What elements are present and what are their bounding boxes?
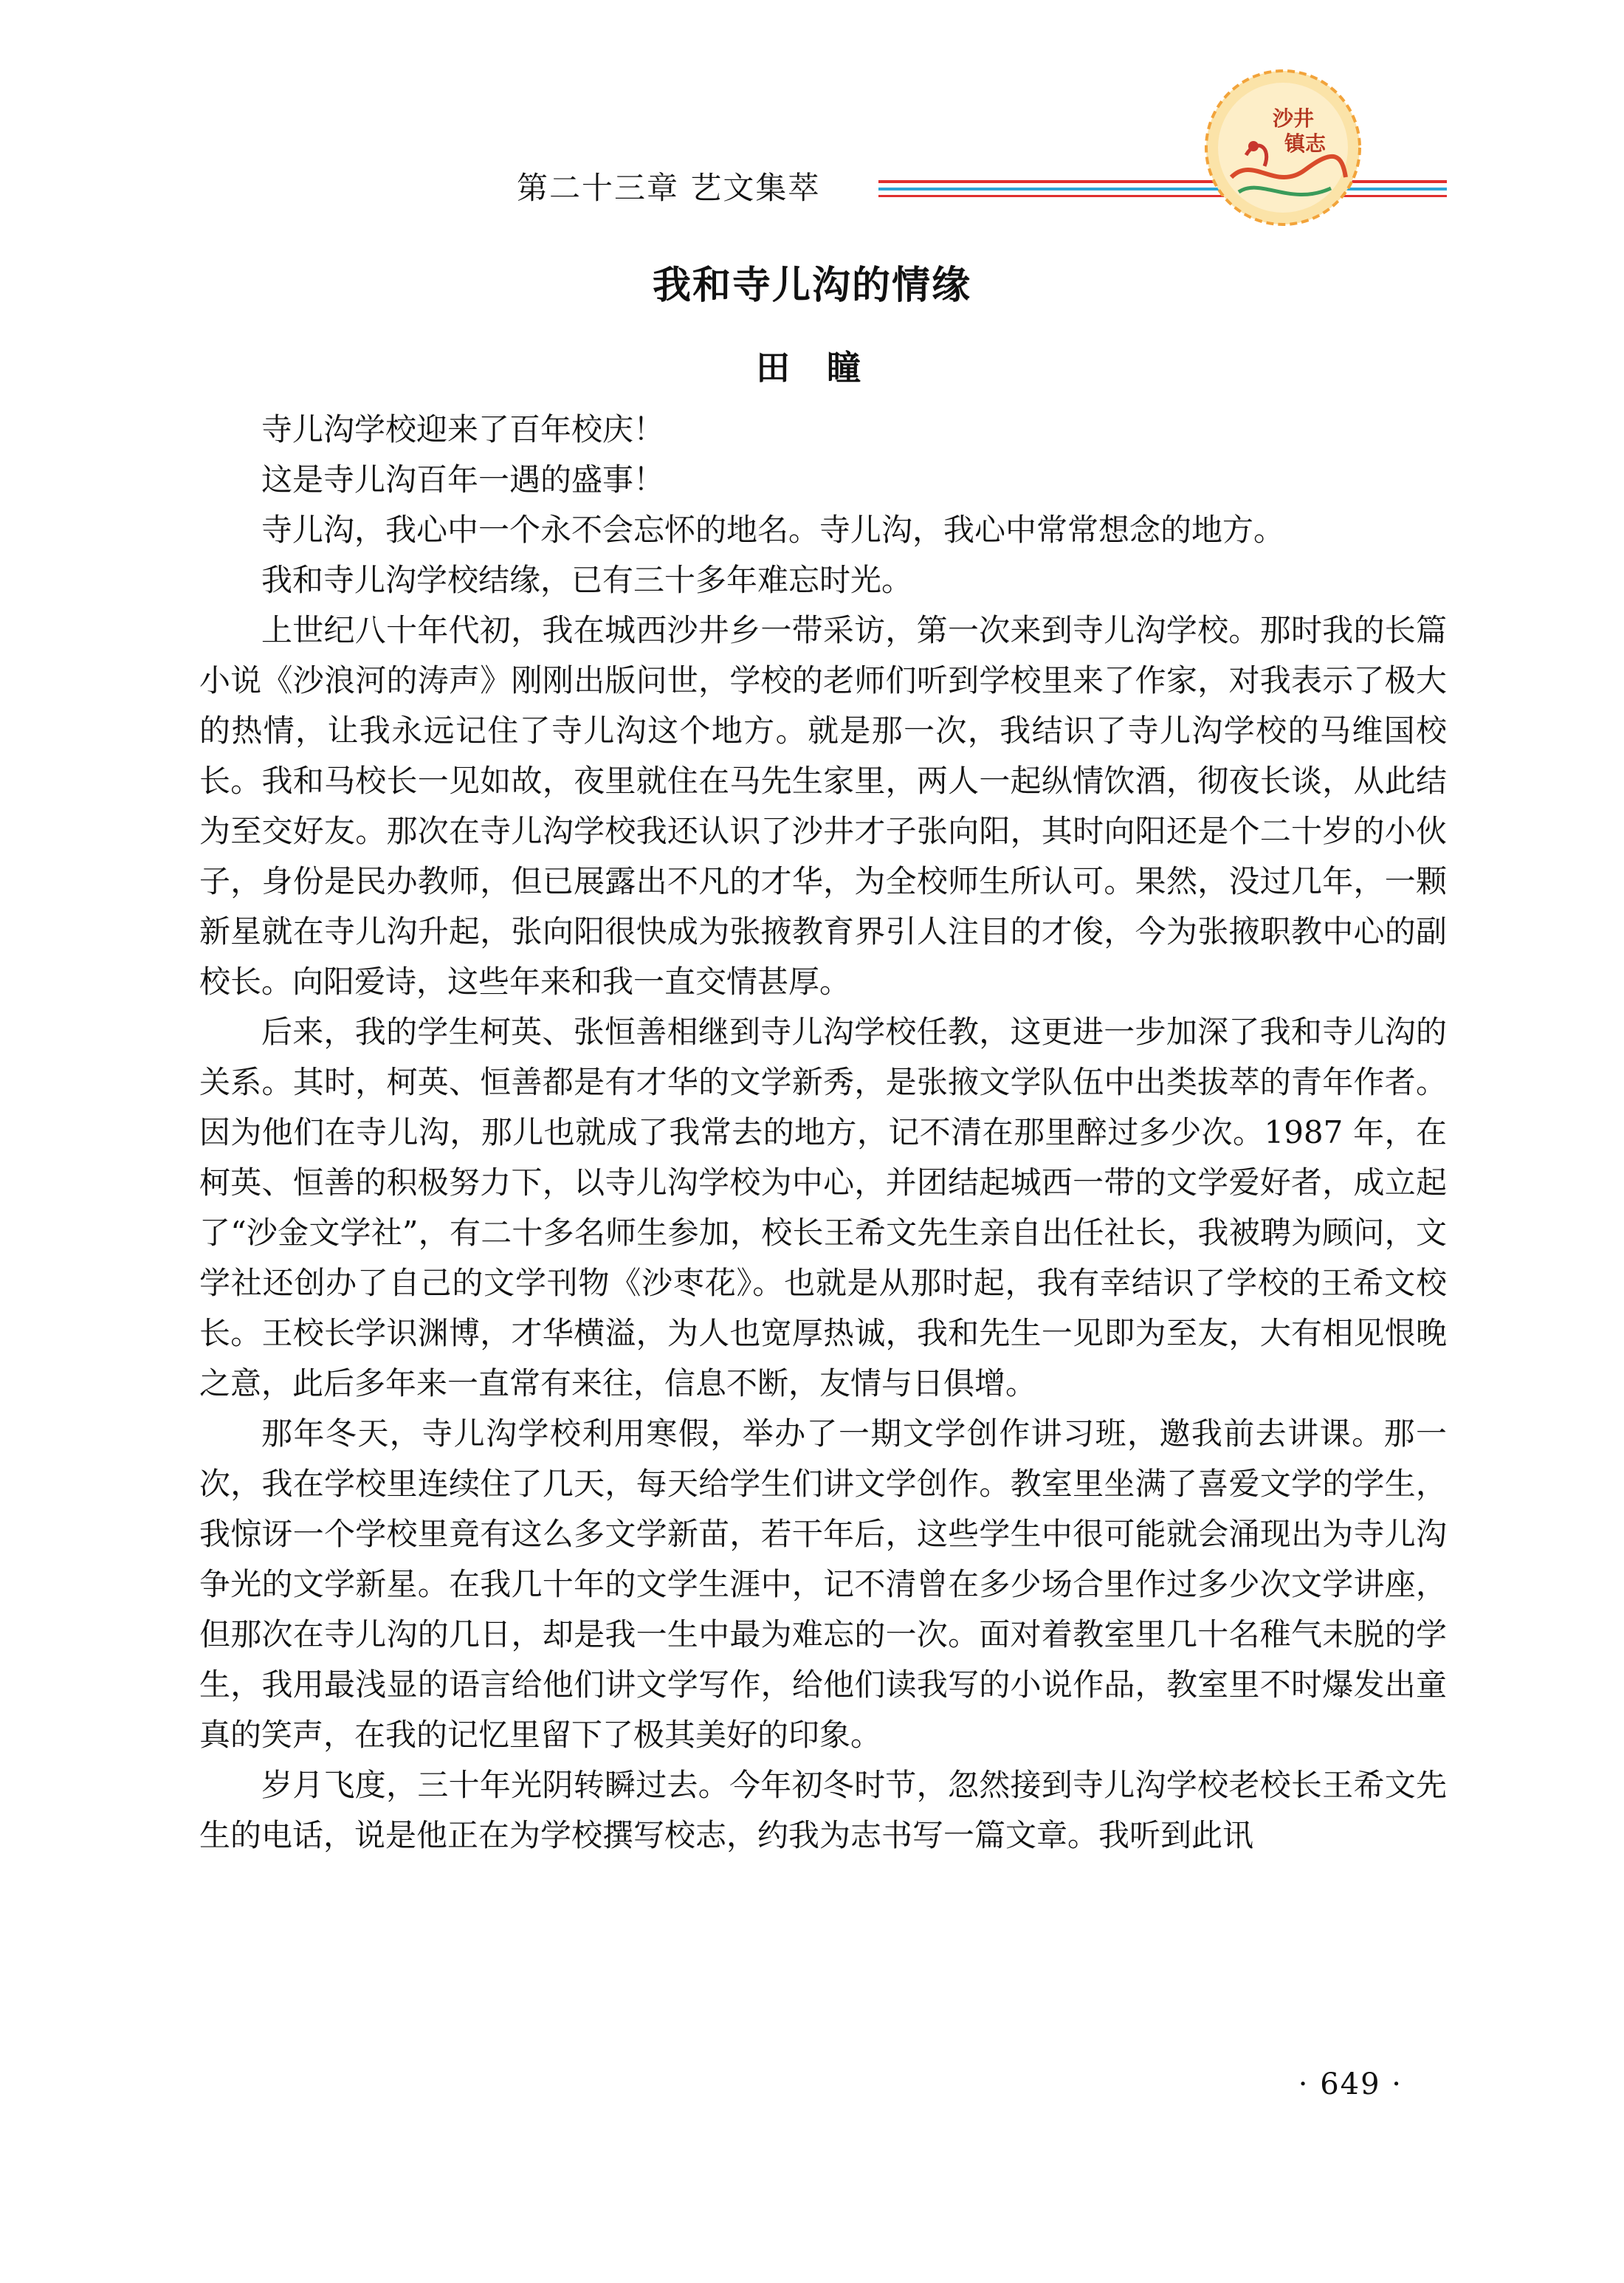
article-author: 田瞳 (756, 348, 898, 388)
svg-text:镇志: 镇志 (1284, 131, 1327, 156)
chapter-title: 第二十三章 艺文集萃 (517, 170, 821, 206)
article-body (199, 405, 1447, 1861)
svg-text:沙井: 沙井 (1272, 106, 1315, 131)
paragraph: 那年冬天，寺儿沟学校利用寒假，举办了一期文学创作讲习班，邀我前去讲课。那一次，我在学校里连续住了几天，每天给学生们讲文学创作。教室里坐满了喜爱文学的学生，我惊讶一个学校里竟有这么多文学新苗，若干年后，这些学生中很可能就会涌现出为寺儿沟争光的文学新星。在我几十年的文学生涯中，记不清曾在多少场合里作过多少次文学讲座，但那次在寺儿沟的几日，却是我一生中最为难忘的一次。面对着教室里几十名稚气未脱的学生，我用最浅显的语言给他们讲文学写作，给他们读我写的小说作品，教室里不时爆发出童真的笑声，在我的记忆里留下了极其美好的印象。 (199, 1415, 1447, 1753)
paragraph: 寺儿沟，我心中一个永不会忘怀的地名。寺儿沟，我心中常常想念的地方。 (261, 512, 1285, 548)
paragraph: 后来，我的学生柯英、张恒善相继到寺儿沟学校任教，这更进一步加深了我和寺儿沟的关系。其时，柯英、恒善都是有才华的文学新秀，是张掖文学队伍中出类拔萃的青年作者。因为他们在寺儿沟，那儿也就成了我常去的地方，记不清在那里醉过多少次。1987 年，在柯英、恒善的积极努力下，以寺儿沟学校为中心，并团结起城西一带的文学爱好者，成立起了“沙金文学社”，有二十多名师生参加，校长王希文先生亲自出任社长，我被聘为顾问，文学社还创办了自己的文学刊物《沙枣花》。也就是从那时起，我有幸结识了学校的王希文校长。王校长学识渊博，才华横溢，为人也宽厚热诚，我和先生一见即为至友，大有相见恨晚之意，此后多年来一直常有来往，信息不断，友情与日俱增。 (199, 1014, 1447, 1401)
paragraph: 岁月飞度，三十年光阴转瞬过去。今年初冬时节，忽然接到寺儿沟学校老校长王希文先生的电话，说是他正在为学校撰写校志，约我为志书写一篇文章。我听到此讯 (199, 1767, 1447, 1853)
paragraph: 寺儿沟学校迎来了百年校庆！ (261, 411, 665, 447)
paragraph: 我和寺儿沟学校结缘，已有三十多年难忘时光。 (261, 562, 913, 598)
paragraph: 上世纪八十年代初，我在城西沙井乡一带采访，第一次来到寺儿沟学校。那时我的长篇小说《沙浪河的涛声》刚刚出版问世，学校的老师们听到学校里来了作家，对我表示了极大的热情，让我永远记住了寺儿沟这个地方。就是那一次，我结识了寺儿沟学校的马维国校长。我和马校长一见如故，夜里就住在马先生家里，两人一起纵情饮酒，彻夜长谈，从此结为至交好友。那次在寺儿沟学校我还认识了沙井才子张向阳，其时向阳还是个二十岁的小伙子，身份是民办教师，但已展露出不凡的才华，为全校师生所认可。果然，没过几年，一颗新星就在寺儿沟升起，张向阳很快成为张掖教育界引人注目的才俊，今为张掖职教中心的副校长。向阳爱诗，这些年来和我一直交情甚厚。 (199, 612, 1447, 1000)
page-number: · 649 · (1298, 2067, 1403, 2101)
paragraph: 这是寺儿沟百年一遇的盛事！ (261, 461, 665, 498)
article-title: 我和寺儿沟的情缘 (652, 263, 971, 308)
town-gazetteer-seal-icon (1202, 66, 1364, 229)
page-header (0, 0, 1624, 251)
